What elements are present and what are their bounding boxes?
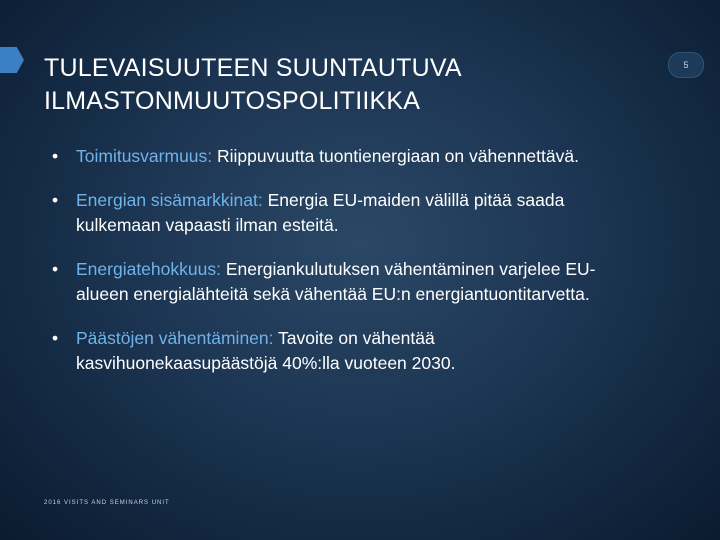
footer-text: 2016 VISITS AND SEMINARS UNIT — [44, 500, 170, 506]
bullet-term: Energiatehokkuus: — [76, 259, 221, 279]
bullet-text: Tavoite on vähentää kasvihuonekaasupäästöjä 40%:lla vuoteen 2030. — [76, 328, 456, 373]
bullet-list — [52, 144, 612, 395]
bullet-text: Energia EU-maiden välillä pitää saada kulkemaan vapaasti ilman esteitä. — [76, 190, 565, 235]
bullet-icon: • — [52, 146, 59, 166]
bullet-term: Energian sisämarkkinat: — [76, 190, 263, 210]
page-number: 5 — [668, 52, 704, 78]
bullet-text: Riippuvuutta tuontienergiaan on vähennettävä. — [212, 146, 579, 166]
bullet-text: Energiankulutuksen vähentäminen varjelee EU-alueen energialähteitä sekä vähentää EU:n energiantuontitarvetta. — [76, 259, 596, 304]
bullet-item — [52, 144, 612, 169]
bullet-term: Toimitusvarmuus: — [76, 146, 213, 166]
slide-title: TULEVAISUUTEEN SUUNTAUTUVA ILMASTONMUUTOSPOLITIIKKA — [44, 54, 462, 115]
bullet-item — [52, 257, 612, 307]
bullet-icon: • — [52, 190, 59, 210]
bullet-icon: • — [52, 259, 59, 279]
bullet-icon: • — [52, 328, 59, 348]
bullet-item — [52, 188, 612, 238]
bullet-term: Päästöjen vähentäminen: — [76, 328, 274, 348]
title-marker-arrow — [0, 47, 24, 73]
bullet-item — [52, 326, 612, 376]
